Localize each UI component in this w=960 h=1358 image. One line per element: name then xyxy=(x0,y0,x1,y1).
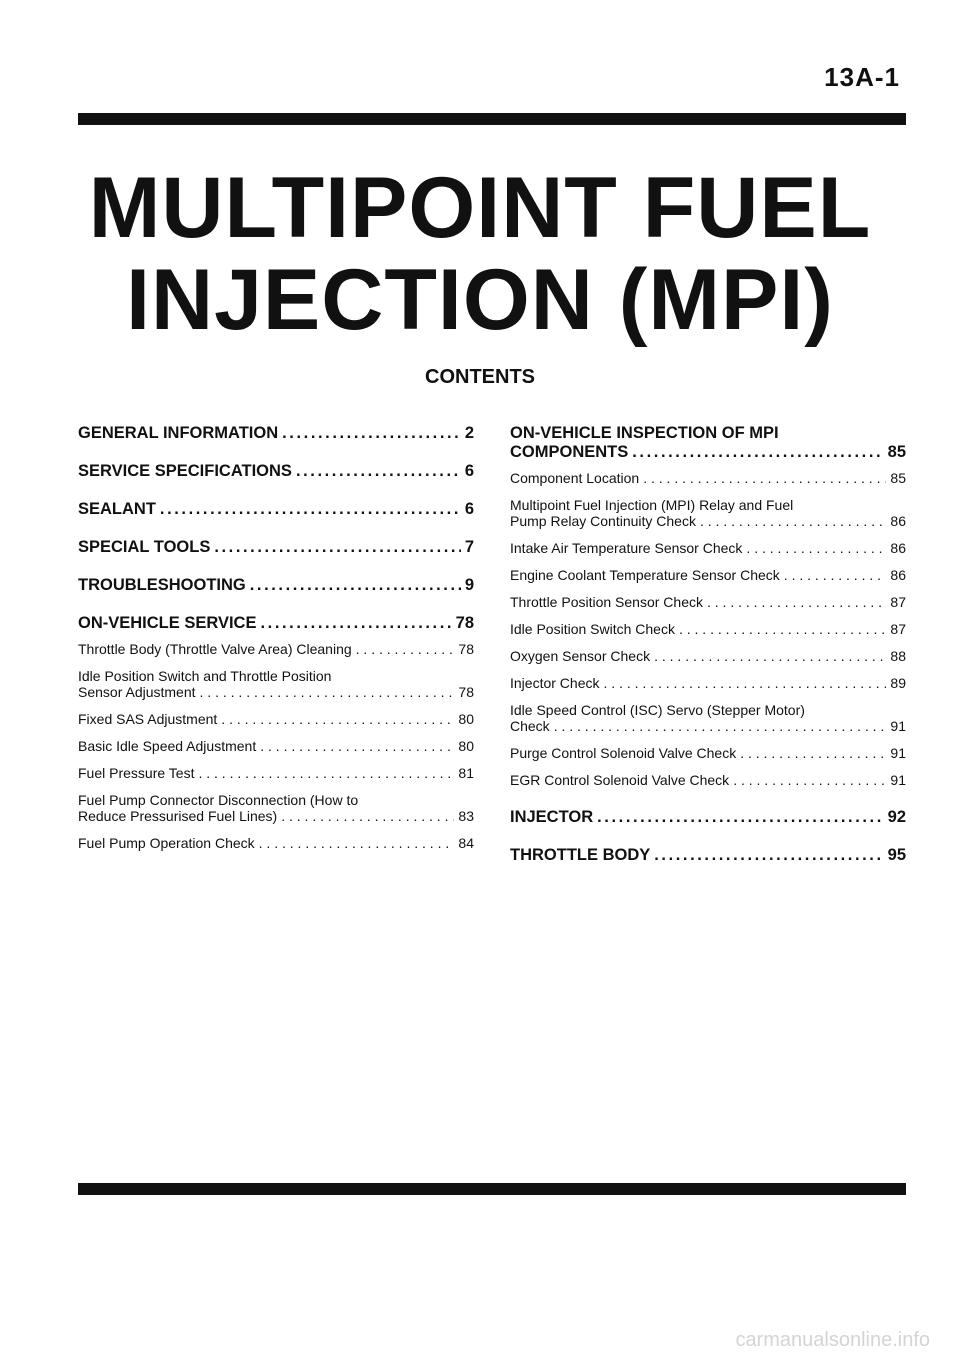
top-rule xyxy=(78,113,906,125)
toc-entry-fuel-pump-operation-check[interactable]: Fuel Pump Operation Check . . . 84 xyxy=(78,835,474,851)
toc-entry-on-vehicle-service[interactable]: ON-VEHICLE SERVICE . . . 78 xyxy=(78,614,474,633)
toc-entry-troubleshooting[interactable]: TROUBLESHOOTING . . . 9 xyxy=(78,576,474,595)
toc-entry-mpi-relay-continuity-check[interactable]: Multipoint Fuel Injection (MPI) Relay and Fuel Pump Relay Continuity Check . . . 86 xyxy=(510,497,906,529)
toc-entry-service-specifications[interactable]: SERVICE SPECIFICATIONS . . . 6 xyxy=(78,462,474,481)
toc-entry-injector[interactable]: INJECTOR . . . 92 xyxy=(510,808,906,827)
toc-entry-fuel-pressure-test[interactable]: Fuel Pressure Test . . . 81 xyxy=(78,765,474,781)
toc-entry-egr-control-solenoid-valve-check[interactable]: EGR Control Solenoid Valve Check . . . 91 xyxy=(510,772,906,788)
toc-entry-engine-coolant-temperature-sensor-check[interactable]: Engine Coolant Temperature Sensor Check . . . 86 xyxy=(510,567,906,583)
toc-entry-general-information[interactable]: GENERAL INFORMATION . . . 2 xyxy=(78,424,474,443)
page-title xyxy=(0,162,960,346)
toc-entry-sealant[interactable]: SEALANT . . . 6 xyxy=(78,500,474,519)
toc-entry-basic-idle-speed-adjustment[interactable]: Basic Idle Speed Adjustment . . . 80 xyxy=(78,738,474,754)
watermark: carmanualsonline.info xyxy=(735,1329,930,1351)
toc-entry-throttle-position-sensor-check[interactable]: Throttle Position Sensor Check . . . 87 xyxy=(510,594,906,610)
toc-entry-throttle-body-cleaning[interactable]: Throttle Body (Throttle Valve Area) Cleaning . . . 78 xyxy=(78,641,474,657)
toc-entry-on-vehicle-inspection[interactable]: ON-VEHICLE INSPECTION OF MPI COMPONENTS . . . 85 xyxy=(510,424,906,462)
toc-entry-intake-air-temperature-sensor-check[interactable]: Intake Air Temperature Sensor Check . . . 86 xyxy=(510,540,906,556)
title-line-1: MULTIPOINT FUEL xyxy=(88,160,872,256)
toc-entry-component-location[interactable]: Component Location . . . 85 xyxy=(510,470,906,486)
toc-entry-idle-position-switch-adjustment[interactable]: Idle Position Switch and Throttle Position Sensor Adjustment . . . 78 xyxy=(78,668,474,700)
toc-entry-throttle-body[interactable]: THROTTLE BODY . . . 95 xyxy=(510,846,906,865)
page-number: 13A-1 xyxy=(824,62,900,92)
contents-heading: CONTENTS xyxy=(425,366,535,388)
toc-right-column xyxy=(510,424,906,865)
toc-entry-idle-position-switch-check[interactable]: Idle Position Switch Check . . . 87 xyxy=(510,621,906,637)
toc-entry-fuel-pump-connector-disconnection[interactable]: Fuel Pump Connector Disconnection (How to Reduce Pressurised Fuel Lines) . . . 83 xyxy=(78,792,474,824)
toc-entry-isc-servo-check[interactable]: Idle Speed Control (ISC) Servo (Stepper Motor) Check . . . 91 xyxy=(510,702,906,734)
toc-entry-fixed-sas-adjustment[interactable]: Fixed SAS Adjustment . . . 80 xyxy=(78,711,474,727)
toc-entry-injector-check[interactable]: Injector Check . . . 89 xyxy=(510,675,906,691)
title-line-2: INJECTION (MPI) xyxy=(126,252,834,348)
toc-entry-purge-control-solenoid-valve-check[interactable]: Purge Control Solenoid Valve Check . . . 91 xyxy=(510,745,906,761)
toc-left-column xyxy=(78,424,474,851)
bottom-rule xyxy=(78,1183,906,1195)
toc-entry-oxygen-sensor-check[interactable]: Oxygen Sensor Check . . . 88 xyxy=(510,648,906,664)
toc-entry-special-tools[interactable]: SPECIAL TOOLS . . . 7 xyxy=(78,538,474,557)
